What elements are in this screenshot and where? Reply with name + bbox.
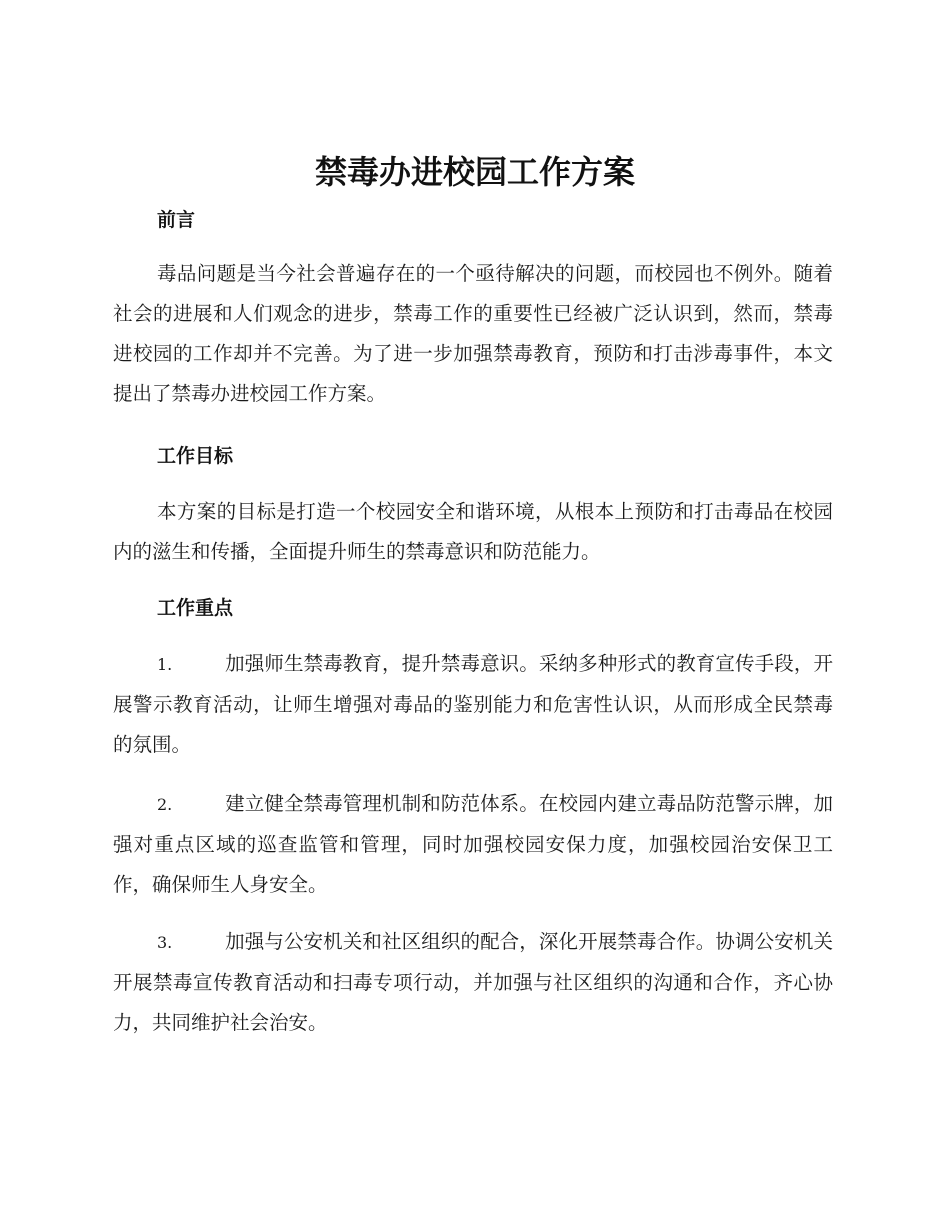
list-item-number: 3.	[157, 933, 173, 952]
list-item-text: 建立健全禁毒管理机制和防范体系。在校园内建立毒品防范警示牌，加强对重点区域的巡查监管和管理，同时加强校园安保力度，加强校园治安保卫工作，确保师生人身安全。	[113, 792, 833, 896]
list-item-text: 加强师生禁毒教育，提升禁毒意识。采纳多种形式的教育宣传手段，开展警示教育活动，让师生增强对毒品的鉴别能力和危害性认识，从而形成全民禁毒的氛围。	[113, 652, 833, 756]
section-heading-preface: 前言	[157, 209, 196, 231]
focus-list-item	[113, 784, 833, 905]
list-item-number: 2.	[157, 795, 173, 814]
section-heading-goals: 工作目标	[157, 445, 234, 467]
list-item-number: 1.	[157, 655, 173, 674]
goals-paragraph: 本方案的目标是打造一个校园安全和谐环境，从根本上预防和打击毒品在校园内的滋生和传播，全面提升师生的禁毒意识和防范能力。	[113, 500, 833, 563]
list-item-text: 加强与公安机关和社区组织的配合，深化开展禁毒合作。协调公安机关开展禁毒宣传教育活动和扫毒专项行动，并加强与社区组织的沟通和合作，齐心协力，共同维护社会治安。	[113, 930, 833, 1034]
document-title: 禁毒办进校园工作方案	[314, 153, 635, 191]
section-heading-focus: 工作重点	[157, 597, 234, 619]
focus-list-item	[113, 922, 833, 1043]
preface-paragraph: 毒品问题是当今社会普遍存在的一个亟待解决的问题，而校园也不例外。随着社会的进展和人们观念的进步，禁毒工作的重要性已经被广泛认识到，然而，禁毒进校园的工作却并不完善。为了进一步加强禁毒教育，预防和打击涉毒事件，本文提出了禁毒办进校园工作方案。	[113, 262, 833, 405]
focus-list-item	[113, 644, 833, 765]
